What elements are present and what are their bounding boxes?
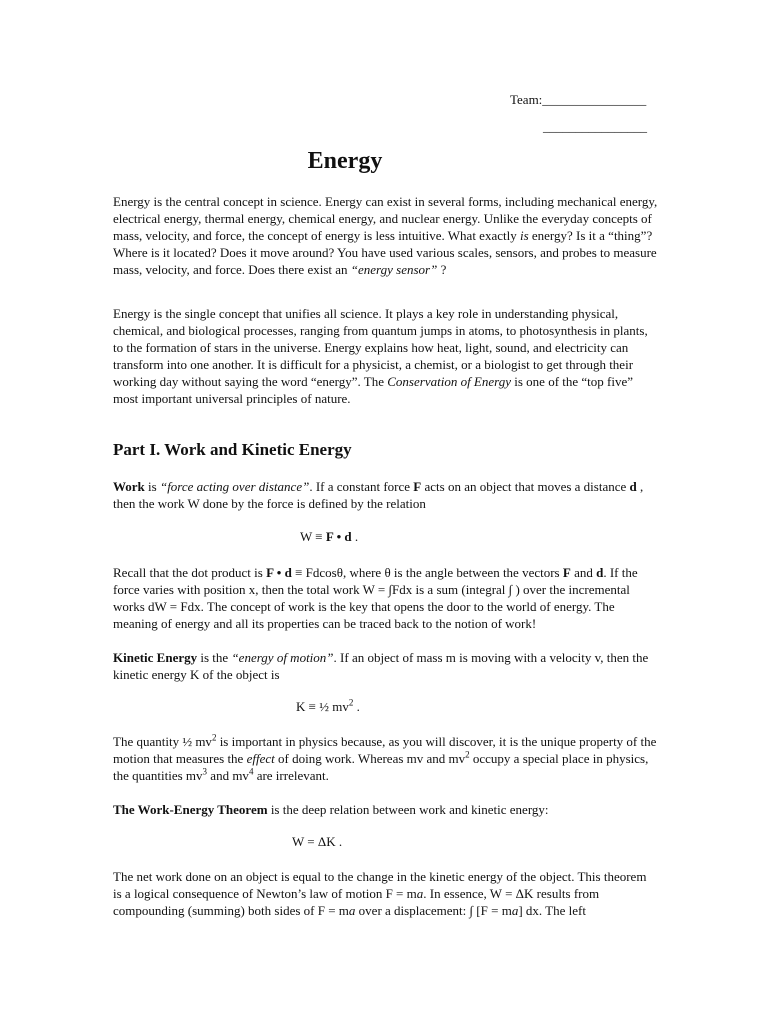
- quantity-paragraph: The quantity ½ $mv^2$ is important in physics because, as you will discover, it is the unique property of the motion that measures the effect of doing work. Whereas mv and $mv^2$ occupy a special place in physics, the quantities $mv^3$ and $mv^4$ are irrelevant.: [113, 732, 657, 783]
- intro-paragraph-1: Energy is the central concept in science. Energy can exist in several forms, including mechanical energy, electrical energy, thermal energy, chemical energy, and nuclear energy. Unlike the everyday concepts of mass, velocity, and force, the concept of energy is less intuitive. What exactly is energy? Is it a “thing”? Where is it located? Does it move around? You have used various scales, sensors, and probes to measure mass, velocity, and force. Does there exist an “energy sensor” ?: [113, 194, 658, 277]
- work-energy-theorem-paragraph: The Work-Energy Theorem is the deep relation between work and kinetic energy:: [113, 802, 549, 817]
- work-equation: W ≡ F • d .: [300, 529, 359, 544]
- name-line: ________________: [543, 119, 647, 134]
- kinetic-energy-equation: K ≡ ½ $mv^2$ .: [296, 697, 360, 714]
- page-title: Energy: [307, 148, 383, 174]
- intro-paragraph-2: Energy is the single concept that unifies all science. It plays a key role in understanding physical, chemical, and biological processes, ranging from quantum jumps in atoms, to photosynthesis in plants, to the formation of stars in the universe. Energy explains how heat, light, sound, and electricity can transform into one another. It is difficult for a physicist, a chemist, or a biologist to get through their working day without saying the word “energy”. The Conservation of Energy is one of the “top five” most important universal principles of nature.: [113, 306, 648, 406]
- team-field: Team:________________: [510, 92, 647, 107]
- section-heading-part1: Part I. Work and Kinetic Energy: [113, 440, 352, 459]
- net-work-paragraph: The net work done on an object is equal to the change in the kinetic energy of the object. This theorem is a logical consequence of Newton’s law of motion F = ma. In essence, W = ΔK results from compounding (summing) both sides of F = ma over a displacement: ∫ [F = ma] dx. The left: [113, 869, 647, 918]
- dot-product-paragraph: Recall that the dot product is F • d ≡ Fdcosθ, where θ is the angle between the vectors F and d. If the force varies with position x, then the total work W = ∫Fdx is a sum (integral ∫ ) over the incremental works dW = Fdx. The concept of work is the key that opens the door to the world of energy. The meaning of energy and all its properties can be traced back to the notion of work!: [113, 565, 638, 631]
- kinetic-energy-paragraph: Kinetic Energy is the “energy of motion”. If an object of mass m is moving with a velocity v, then the kinetic energy K of the object is: [113, 650, 649, 682]
- work-energy-equation: W = ΔK .: [292, 834, 343, 849]
- work-definition-paragraph: Work is “force acting over distance”. If a constant force F acts on an object that moves a distance d , then the work W done by the force is defined by the relation: [113, 479, 644, 511]
